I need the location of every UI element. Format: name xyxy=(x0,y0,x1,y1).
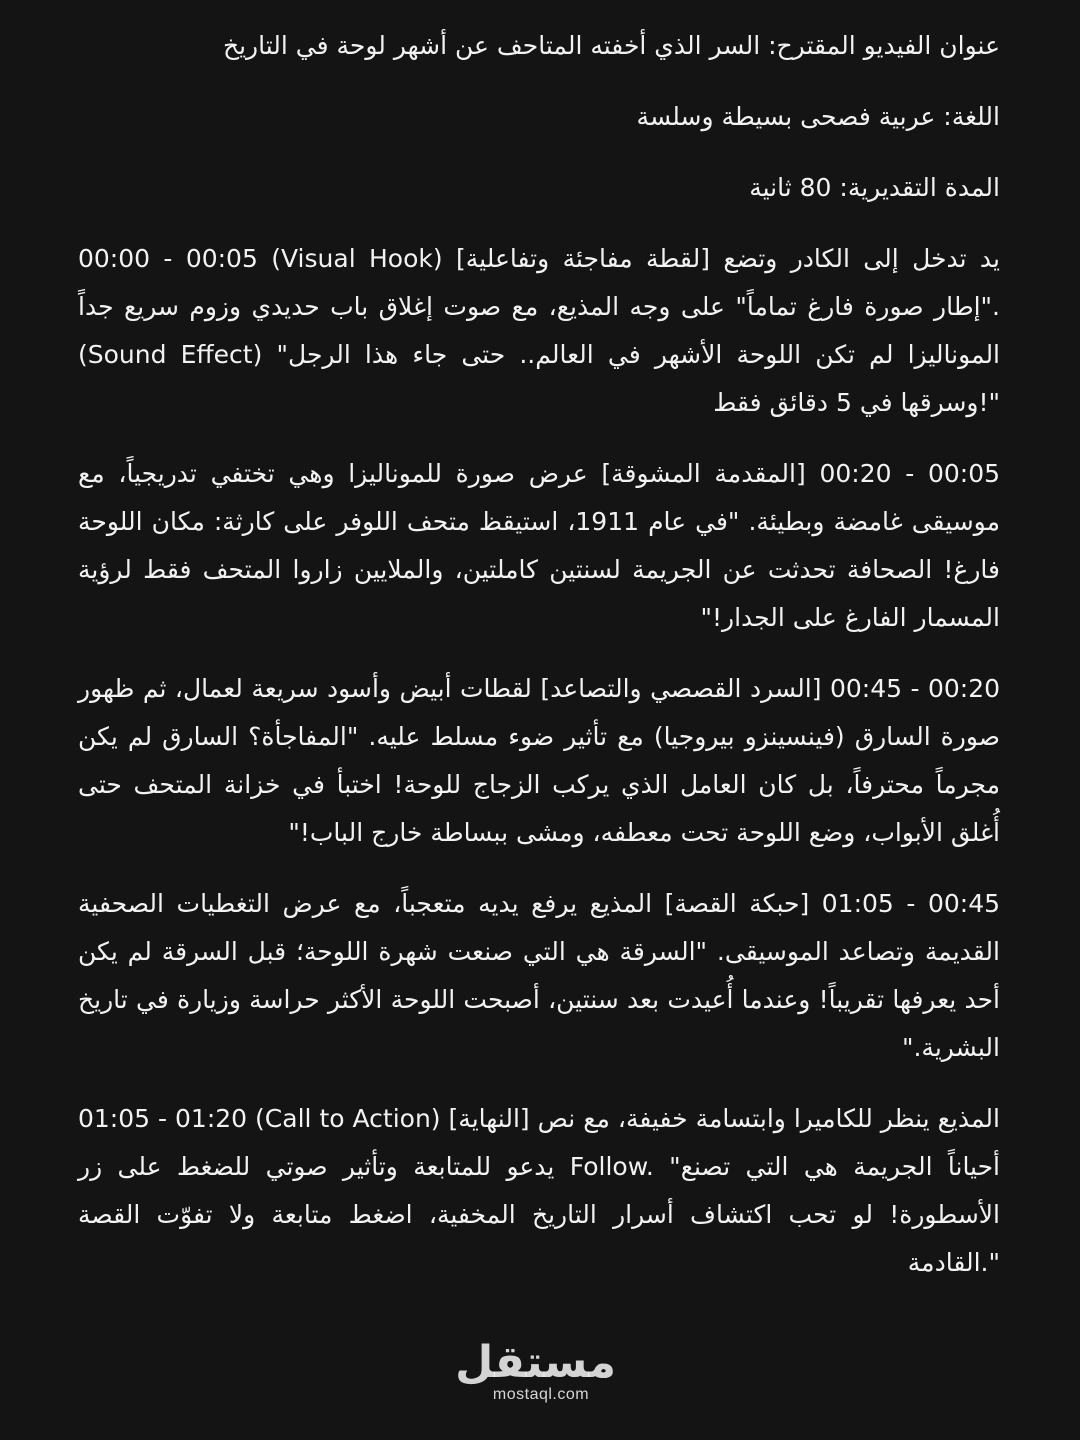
watermark-logo: مستقل xyxy=(455,1337,616,1388)
document-body xyxy=(78,22,1000,1310)
mostaql-watermark xyxy=(455,1337,616,1404)
watermark-url: mostaql.com xyxy=(492,1386,590,1403)
language-line: اللغة: عربية فصحى بسيطة وسلسة xyxy=(636,102,1000,131)
script-section-ending: 01:05 - 01:20 (Call to Action) [النهاية] المذيع ينظر للكاميرا وابتسامة خفيفة، مع نص يدعو للمتابعة وتأثير صوتي للضغط على زر Follow. "أحياناً الجريمة هي التي تصنع الأسطورة! لو تحب اكتشاف أسرار التاريخ المخفية، اضغط متابعة ولا تفوّت القصة القادمة." xyxy=(78,1104,1001,1277)
script-section-narrative: 00:20 - 00:45 [السرد القصصي والتصاعد] لقطات أبيض وأسود سريعة لعمال، ثم ظهور صورة السارق (فينسينزو بيروجيا) مع تأثير ضوء مسلط عليه. "المفاجأة؟ السارق لم يكن مجرماً محترفاً، بل كان العامل الذي يركب الزجاج للوحة! اختبأ في خزانة المتحف حتى أُغلق الأبواب، وضع اللوحة تحت معطفه، ومشى ببساطة خارج الباب!" xyxy=(78,674,1000,847)
duration-line: المدة التقديرية: 80 ثانية xyxy=(749,173,1000,202)
script-section-hook: 00:00 - 00:05 (Visual Hook) [لقطة مفاجئة وتفاعلية] يد تدخل إلى الكادر وتضع "إطار صورة فارغ تماماً" على وجه المذيع، مع صوت إغلاق باب حديدي وزوم سريع جداً.(Sound Effect) "الموناليزا لم تكن اللوحة الأشهر في العالم.. حتى جاء هذا الرجل وسرقها في 5 دقائق فقط!" xyxy=(78,244,1001,417)
video-title-line: عنوان الفيديو المقترح: السر الذي أخفته المتاحف عن أشهر لوحة في التاريخ xyxy=(222,31,1000,60)
script-section-plot: 00:45 - 01:05 [حبكة القصة] المذيع يرفع يديه متعجباً، مع عرض التغطيات الصحفية القديمة وتصاعد الموسيقى. "السرقة هي التي صنعت شهرة اللوحة؛ قبل السرقة لم يكن أحد يعرفها تقريباً! وعندما أُعيدت بعد سنتين، أصبحت اللوحة الأكثر حراسة وزيارة في تاريخ البشرية." xyxy=(78,889,1000,1062)
script-section-intro: 00:05 - 00:20 [المقدمة المشوقة] عرض صورة للموناليزا وهي تختفي تدريجياً، مع موسيقى غامضة وبطيئة. "في عام 1911، استيقظ متحف اللوفر على كارثة: مكان اللوحة فارغ! الصحافة تحدثت عن الجريمة لسنتين كاملتين، والملايين زاروا المتحف فقط لرؤية المسمار الفارغ على الجدار!" xyxy=(78,459,1000,632)
